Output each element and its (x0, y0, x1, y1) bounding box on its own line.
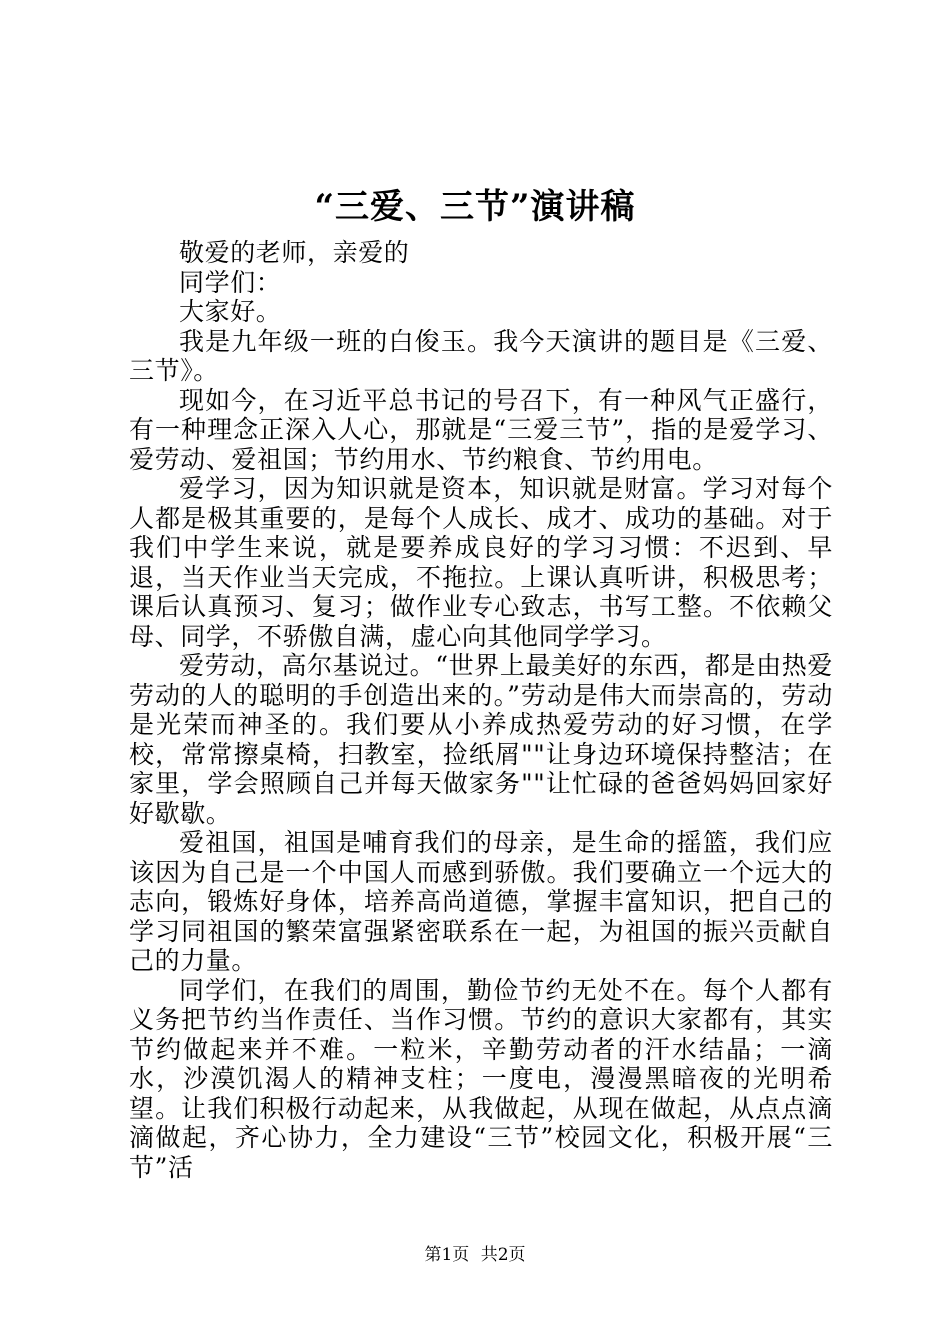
page-footer (0, 1244, 950, 1266)
paragraph-greeting-2: 同学们： (179, 267, 282, 297)
paragraph-greeting: 敬爱的老师，亲爱的 (179, 238, 410, 267)
paragraph-background: 现如今，在习近平总书记的号召下，有一种风气正盛行，有一种理念正深入人心，那就是“三爱三节”，指的是爱学习、爱劳动、爱祖国；节约用水、节约粮食、节约用电。 (129, 385, 833, 474)
page-number: 第1页 (424, 1245, 470, 1265)
paragraph-love-learning: 爱学习，因为知识就是资本，知识就是财富。学习对每个人都是极其重要的，是每个人成长、成才、成功的基础。对于我们中学生来说，就是要养成良好的学习习惯：不迟到、早退，当天作业当天完成，不拖拉。上课认真听讲，积极思考；课后认真预习、复习；做作业专心致志，书写工整。不依赖父母、同学，不骄傲自满，虚心向其他同学学习。 (129, 474, 833, 651)
paragraph-intro: 我是九年级一班的白俊玉。我今天演讲的题目是《三爱、三节》。 (129, 326, 833, 385)
paragraph-love-country: 爱祖国，祖国是哺育我们的母亲，是生命的摇篮，我们应该因为自己是一个中国人而感到骄傲。我们要确立一个远大的志向，锻炼好身体，培养高尚道德，掌握丰富知识，把自己的学习同祖国的繁荣富强紧密联系在一起，为祖国的振兴贡献自己的力量。 (129, 828, 833, 975)
document-title: “三爱、三节”演讲稿 (314, 187, 636, 227)
document-body (129, 238, 833, 1182)
paragraph-hello: 大家好。 (179, 297, 282, 326)
paragraph-love-labor: 爱劳动，高尔基说过。“世界上最美好的东西，都是由热爱劳动的人的聪明的手创造出来的。”劳动是伟大而崇高的，劳动是光荣而神圣的。我们要从小养成热爱劳动的好习惯，在学校，常常擦桌椅，扫教室，捡纸屑""让身边环境保持整洁；在家里，学会照顾自己并每天做家务""让忙碌的爸爸妈妈回家好好歇歇。 (129, 651, 833, 828)
page-total: 共2页 (480, 1245, 526, 1265)
paragraph-thrift: 同学们，在我们的周围，勤俭节约无处不在。每个人都有义务把节约当作责任、当作习惯。节约的意识大家都有，其实节约做起来并不难。一粒米，辛勤劳动者的汗水结晶；一滴水，沙漠饥渴人的精神支柱；一度电，漫漫黑暗夜的光明希望。让我们积极行动起来，从我做起，从现在做起，从点点滴滴做起，齐心协力，全力建设“三节”校园文化，积极开展“三节”活 (129, 975, 833, 1182)
